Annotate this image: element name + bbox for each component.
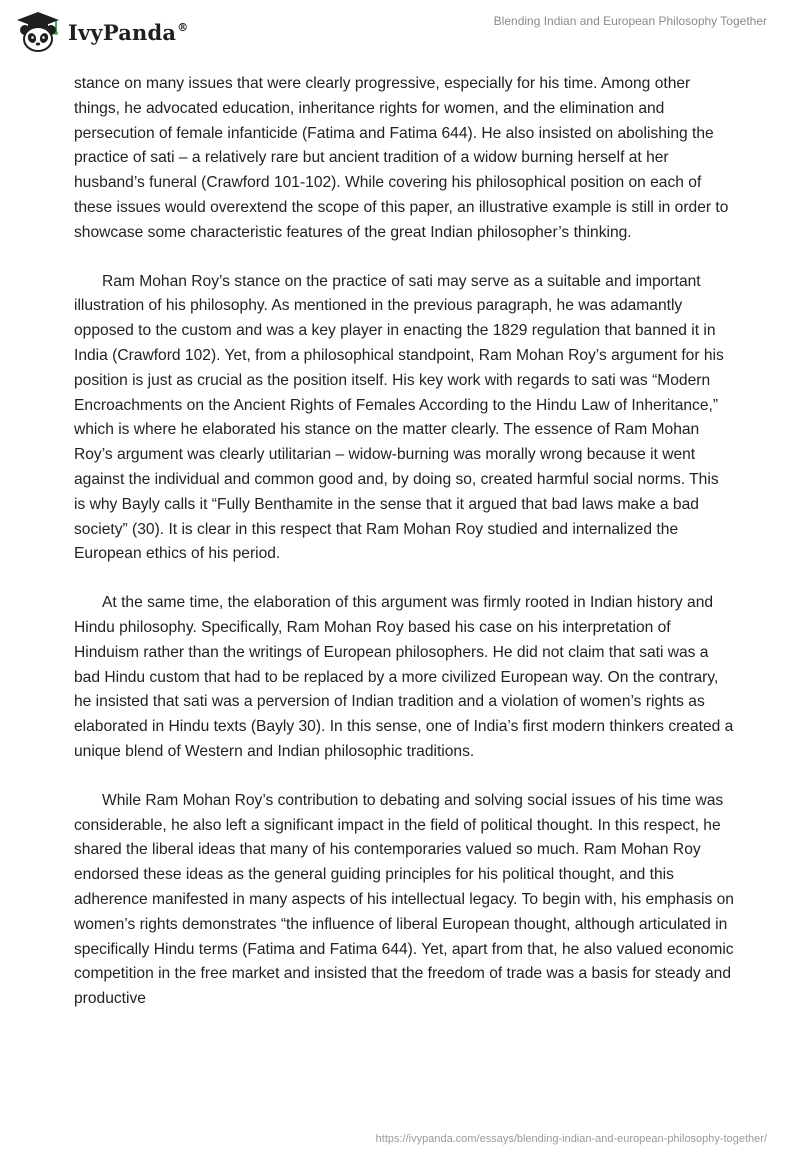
paragraph-4: While Ram Mohan Roy’s contribution to debating and solving social issues of his time was considerable, he also left a significant impact in the field of political thought. In this respect, he shared the liberal ideas that many of his contemporaries valued so much. Ram Mohan Roy endorsed these ideas as the general guiding principles for his political thought, and this adherence manifested in many aspects of his intellectual legacy. To begin with, his emphasis on women’s rights demonstrates “the influence of liberal European thought, although articulated in specifically Hindu terms (Fatima and Fatima 644). Yet, apart from that, he also valued economic competition in the free market and insisted that the freedom of trade was a basis for steady and productive — [74, 791, 734, 1008]
document-title: Blending Indian and European Philosophy Together — [493, 14, 767, 28]
registered-mark: ® — [177, 20, 189, 34]
essay-body — [74, 72, 734, 1036]
source-url-link[interactable]: https://ivypanda.com/essays/blending-indian-and-european-philosophy-together/ — [375, 1133, 767, 1145]
page-header — [0, 0, 800, 70]
paragraph-3: At the same time, the elaboration of this argument was firmly rooted in Indian history and Hindu philosophy. Specifically, Ram Mohan Roy based his case on his interpretation of Hinduism rather than the writings of European philosophers. He did not claim that sati was a bad Hindu custom that had to be replaced by a more civilized European way. On the contrary, he insisted that sati was a perversion of Indian tradition and a violation of women’s rights as elaborated in Hindu texts (Bayly 30). In this sense, one of India’s first modern thinkers created a unique blend of Western and Indian philosophic traditions. — [74, 594, 734, 760]
brand-logo-link[interactable] — [14, 10, 188, 54]
paragraph-1: stance on many issues that were clearly progressive, especially for his time. Among other things, he advocated education, inheritance rights for women, and the elimination and persecution of female infanticide (Fatima and Fatima 644). He also insisted on abolishing the practice of sati – a relatively rare but ancient tradition of a widow burning herself at her husband’s funeral (Crawford 101-102). While covering his philosophical position on each of these issues would overextend the scope of this paper, an illustrative example is still in order to showcase some characteristic features of the great Indian philosopher’s thinking. — [74, 75, 729, 241]
brand-name — [68, 20, 188, 45]
brand-name-text: IvyPanda — [68, 19, 177, 45]
panda-graduation-cap-icon — [14, 10, 62, 54]
paragraph-2: Ram Mohan Roy’s stance on the practice of sati may serve as a suitable and important illustration of his philosophy. As mentioned in the previous paragraph, he was adamantly opposed to the custom and was a key player in enacting the 1829 regulation that banned it in India (Crawford 102). Yet, from a philosophical standpoint, Ram Mohan Roy’s argument for his position is just as crucial as the position itself. His key work with regards to sati was “Modern Encroachments on the Ancient Rights of Females According to the Hindu Law of Inheritance,” which is where he elaborated his stance on the matter clearly. The essence of Ram Mohan Roy’s argument was clearly utilitarian – widow-burning was morally wrong because it went against the individual and common good and, by doing so, created harmful social norms. This is why Bayly calls it “Fully Benthamite in the sense that it argued that bad laws make a bad society” (30). It is clear in this respect that Ram Mohan Roy studied and internalized the European ethics of his period. — [74, 272, 724, 563]
